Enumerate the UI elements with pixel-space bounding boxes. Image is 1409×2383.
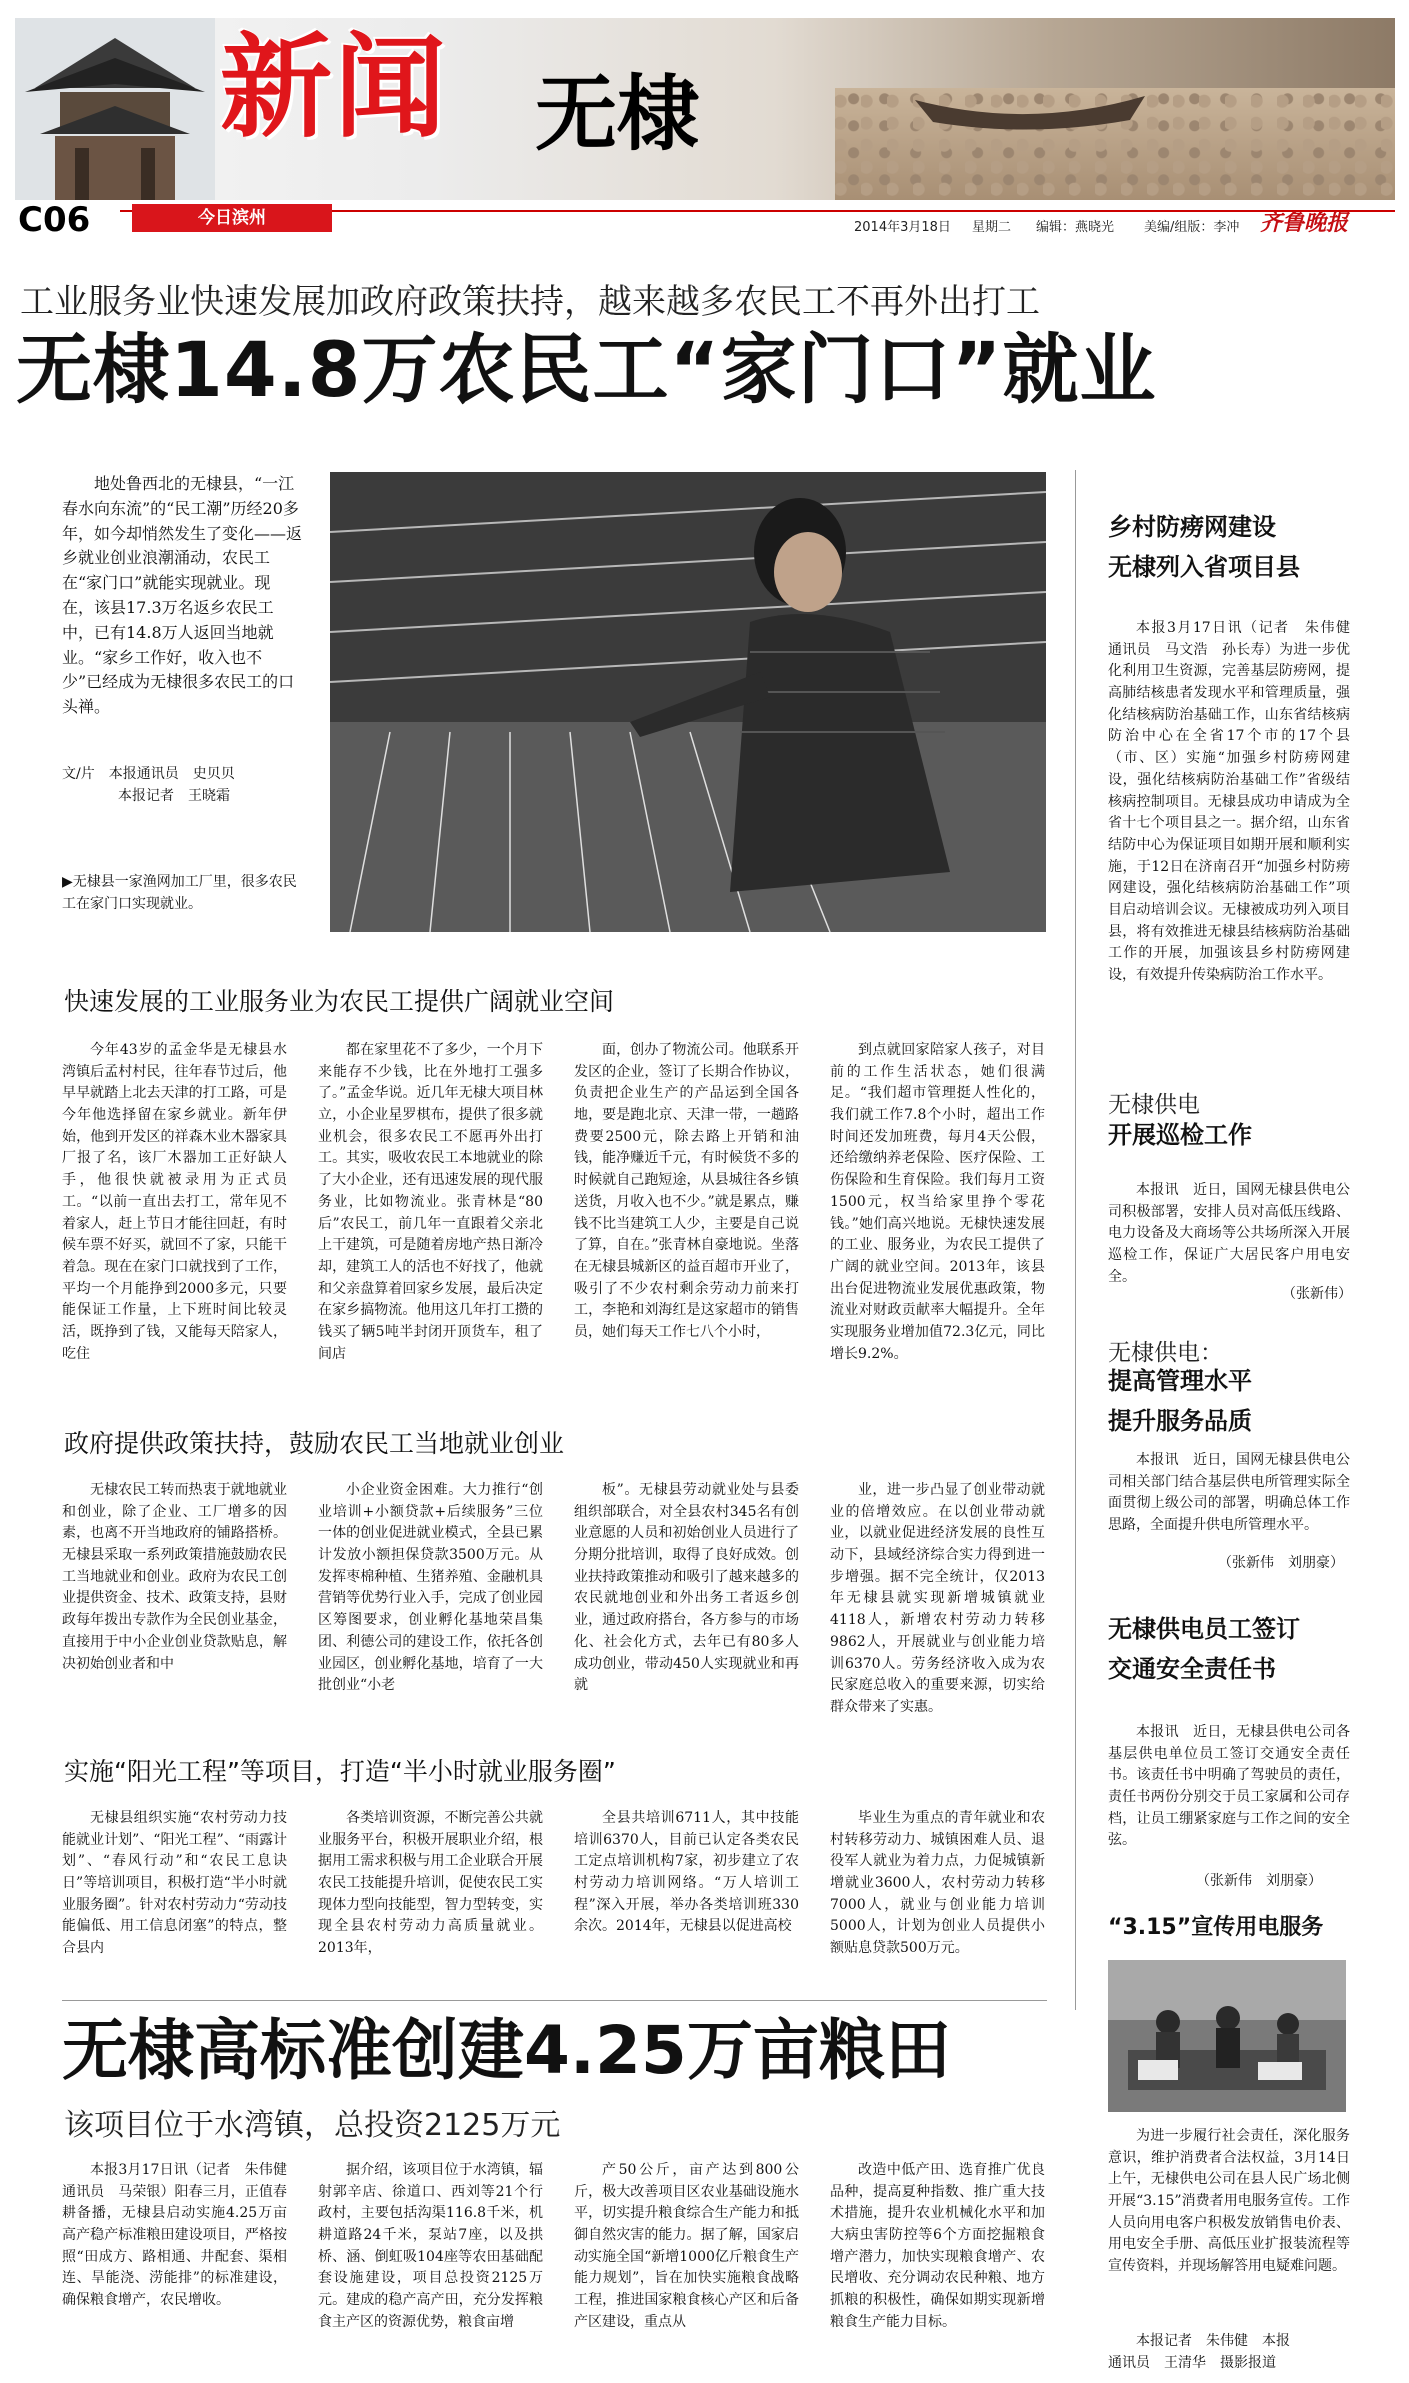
factory-worker-image [330, 472, 1046, 932]
news1-title-line-2: 无棣列入省项目县 [1108, 552, 1300, 581]
section2-column-4 [830, 1480, 1045, 1715]
editor: 编辑：燕晓光 [1036, 220, 1115, 235]
story2-column-3-text: 产50公斤，亩产达到800公斤，极大改善项目区农业基础设施水平，切实提升粮食综合生产能力和抵御自然灾害的能力。据了解，国家启动实施全国“新增1000亿斤粮食生产能力规划”，旨在加快实施粮食战略工程，推进国家粮食核心产区和后备产区建设，重点从 [574, 2162, 799, 2330]
service-event-photo [1108, 1960, 1346, 2112]
story2-subhead: 该项目位于水湾镇，总投资2125万元 [64, 2108, 561, 2143]
story1-kicker: 工业服务业快速发展加政府政策扶持，越来越多农民工不再外出打工 [20, 282, 1040, 322]
section1-column-2-text: 都在家里花不了多少，一个月下来能存不少钱，比在外地打工强多了。”孟金华说。近几年无棣大项目林立，小企业星罗棋布，提供了很多就业机会，很多农民工不愿再外出打工。其实，吸收农民工本地就业的除了大小企业，还有迅速发展的现代服务业，比如物流业。张青林是“80后”农民工，前几年一直跟着父亲北上干建筑，可是随着房地产热日渐冷却，建筑工人的活也不好找了，他就和父亲盘算着回家乡发展，最后决定在家乡搞物流。他用这几年打工攒的钱买了辆5吨半封闭开顶货车，租了间店 [318, 1042, 543, 1362]
page-number: C06 [18, 200, 91, 240]
news1-title [1108, 508, 1300, 587]
section3-column-3 [574, 1808, 799, 1958]
news5-title: “3.15”宣传用电服务 [1108, 1915, 1324, 1940]
news1-title-line-1: 乡村防痨网建设 [1108, 513, 1276, 541]
story2-column-2 [318, 2160, 543, 2370]
news3-body [1108, 1450, 1350, 1537]
news1-body-text: 本报3月17日讯（记者 朱伟健 通讯员 马文浩 孙长寿）为进一步优化利用卫生资源，完善基层防痨网，提高肺结核患者发现水平和管理质量，强化结核病防治基础工作，山东省结核病防治中心在全省17个市的17个县（市、区）实施“加强乡村防痨网建设，强化结核病防治基础工作”省级结核病控制项目。无棣县成功申请成为全省十七个项目县之一。据介绍，山东省结防中心为保证项目如期开展和顺利实施，于12日在济南召开“加强乡村防痨网建设，强化结核病防治基础工作”项目启动培训会议。无棣被成功列入项目县，将有效推进无棣县结核病防治基础工作的开展，加强该县乡村防痨网建设，有效提升传染病防治工作水平。 [1108, 620, 1364, 983]
news3-kicker: 无棣供电： [1108, 1340, 1223, 1366]
section3-column-3-text: 全县共培训6711人，其中技能培训6370人，目前已认定各类农民工定点培训机构7家，初步建立了农村劳动力培训网络。“万人培训工程”深入开展，举办各类培训班330余次。2014年，无棣县以促进高校 [574, 1810, 799, 1935]
byline-line-1: 文/片 本报通讯员 史贝贝 [62, 766, 235, 782]
factory-worker-photo [330, 472, 1046, 932]
section2-column-2 [318, 1480, 543, 1694]
boat-image [915, 90, 1145, 138]
section2-column-1-text: 无棣农民工转而热衷于就地就业和创业，除了企业、工厂增多的因素，也离不开当地政府的铺路搭桥。无棣县采取一系列政策措施鼓励农民工当地就业和创业。政府为农民工创业提供资金、技术、政策支持，县财政每年拨出专款作为全民创业基金，直接用于中小企业创业贷款贴息，解决初始创业者和中 [62, 1482, 287, 1672]
section2-heading: 政府提供政策扶持，鼓励农民工当地就业创业 [64, 1429, 565, 1458]
story1-photo-caption: ▶无棣县一家渔网加工厂里，很多农民工在家门口实现就业。 [62, 874, 297, 912]
masthead-banner [15, 18, 1395, 200]
news4-sign: （张新伟 刘朋豪） [1196, 1873, 1322, 1889]
news2-kicker: 无棣供电 [1108, 1092, 1200, 1118]
section2-column-4-text: 业，进一步凸显了创业带动就业的倍增效应。在以创业带动就业，以就业促进经济发展的良性互动下，县域经济综合实力得到进一步增强。据不完全统计，仅2013年无棣县就实现新增城镇就业4118人，新增农村劳动力转移9862人，开展就业与创业能力培训6370人。劳务经济收入成为农民家庭总收入的重要来源，切实给群众带来了实惠。 [830, 1482, 1045, 1715]
story2-column-3 [574, 2160, 799, 2370]
news3-body-text: 本报讯 近日，国网无棣县供电公司相关部门结合基层供电所管理实际全面贯彻上级公司的部署，明确总体工作思路，全面提升供电所管理水平。 [1108, 1452, 1350, 1534]
masthead-title-red: 新闻 [220, 23, 448, 153]
news3-sign: （张新伟 刘朋豪） [1218, 1555, 1344, 1571]
section1-column-3-text: 面，创办了物流公司。他联系开发区的企业，签订了长期合作协议，负责把企业生产的产品运到全国各地，要是跑北京、天津一带，一趟路费要2500元，除去路上开销和油钱，能净赚近千元，有时候货不多的时候就自己跑短途，从县城往各乡镇送货，月收入也不少。”就是累点，赚钱不比当建筑工人少，主要是自己说了算，自在。”张青林自豪地说。坐落在无棣县城新区的益百超市开业了，吸引了不少农村剩余劳动力前来打工，李艳和刘海红是这家超市的销售员，她们每天工作七八个小时， [574, 1042, 799, 1340]
section3-column-2-text: 各类培训资源，不断完善公共就业服务平台，积极开展职业介绍，根据用工需求积极与用工企业联合开展农民工技能提升培训，促使农民工实现体力型向技能型，智力型转变，实现全县农村劳动力高质量就业。2013年， [318, 1810, 543, 1957]
news2-body-text: 本报讯 近日，国网无棣县供电公司积极部署，安排人员对高低压线路、电力设备及大商场等公共场所深入开展巡检工作，保证广大居民客户用电安全。 [1108, 1182, 1350, 1285]
section3-heading: 实施“阳光工程”等项目，打造“半小时就业服务圈” [64, 1757, 616, 1786]
section1-column-4-text: 到点就回家陪家人孩子，对目前的工作生活状态，她们很满足。“我们超市管理挺人性化的，我们就工作7.8个小时，超出工作时间还发加班费，每月4天公假，还给缴纳养老保险、医疗保险、工伤保险和生育保险。我们每月工资1500元，权当给家里挣个零花钱。”她们高兴地说。无棣快速发展的工业、服务业，为农民工提供了广阔的就业空间。2013年，该县出台促进物流业发展优惠政策，物流业对财政贡献率大幅提升。全年实现服务业增加值72.3亿元，同比增长9.2%。 [830, 1042, 1045, 1362]
section2-column-3 [574, 1480, 799, 1694]
story2-column-4-text: 改造中低产田、选育推广优良品种，提高夏种指数、推广重大技术措施，提升农业机械化水平和加大病虫害防控等6个方面挖掘粮食增产潜力，加快实现粮食增产、农民增收、充分调动农民种粮、地方抓粮的积极性，确保如期实现新增粮食生产能力目标。 [830, 2162, 1045, 2330]
service-event-image [1108, 1960, 1346, 2112]
story2-column-1 [62, 2160, 301, 2370]
news5-sign-1: 本报记者 朱伟健 本报 [1136, 2333, 1290, 2349]
section3-column-1-text: 无棣县组织实施“农村劳动力技能就业计划”、“阳光工程”、“雨露计划”、“春风行动”和“农民工息诀日”等培训项目，积极打造“半小时就业服务圈”。针对农村劳动力“劳动技能偏低、用工信息闭塞”的特点，整合县内 [62, 1810, 287, 1957]
news5-body [1108, 2126, 1350, 2278]
news5-body-text: 为进一步履行社会责任，深化服务意识，维护消费者合法权益，3月14日上午，无棣供电公司在县人民广场北侧开展“3.15”消费者用电服务宣传。工作人员向用电客户积极发放销售电价表、用电安全手册、高低压业扩报装流程等宣传资料，并现场解答用电疑难问题。 [1108, 2128, 1350, 2275]
story1-headline: 无棣14.8万农民工“家门口”就业 [16, 325, 1157, 414]
news1-body [1108, 618, 1364, 1056]
sidebar-divider [1075, 470, 1076, 2010]
story1-byline [62, 763, 302, 808]
story2-column-1-text: 本报3月17日讯（记者 朱伟健 通讯员 马荣银）阳春三月，正值春耕备播，无棣县启动实施4.25万亩高产稳产标准粮田建设项目，严格按照“田成方、路相通、井配套、渠相连、旱能浇、涝能排”的标准建设，确保粮食增产，农民增收。 [62, 2162, 301, 2309]
section2-column-1 [62, 1480, 287, 1680]
section1-column-2 [318, 1040, 543, 1362]
news4-title [1108, 1610, 1300, 1689]
story2-column-2-text: 据介绍，该项目位于水湾镇，辐射郭辛店、徐道口、西刘等21个行政村，主要包括沟渠116.8千米，机耕道路24千米，泵站7座，以及拱桥、涵、倒虹吸104座等农田基础配套设施建设，项目总投资2125万元。建成的稳产高产田，充分发挥粮食主产区的资源优势，粮食亩增 [318, 2162, 543, 2330]
news2-body [1108, 1180, 1350, 1288]
section1-column-1 [62, 1040, 287, 1362]
issue-date: 2014年3月18日 [854, 220, 951, 235]
paper-logo: 齐鲁晚报 [1260, 210, 1349, 236]
news2-title: 开展巡检工作 [1108, 1121, 1252, 1149]
news4-body-text: 本报讯 近日，无棣县供电公司各基层供电单位员工签订交通安全责任书。该责任书中明确了驾驶员的责任，责任书两份分别交于员工家属和公司存档，让员工绷紧家庭与工作之间的安全弦。 [1108, 1724, 1350, 1849]
news3-title-line-1: 提高管理水平 [1108, 1367, 1252, 1395]
story2-column-4 [830, 2160, 1045, 2370]
section-tag: 今日滨州 [132, 204, 332, 232]
news3-title [1108, 1362, 1252, 1441]
masthead-title-black: 无棣 [535, 67, 700, 162]
section1-heading: 快速发展的工业服务业为农民工提供广阔就业空间 [64, 987, 615, 1016]
section1-column-3 [574, 1040, 799, 1340]
news4-body [1108, 1722, 1350, 1852]
section3-column-4-text: 毕业生为重点的青年就业和农村转移劳动力、城镇困难人员、退役军人就业为着力点，力促城镇新增就业3600人，农村劳动力转移7000人，就业与创业能力培训5000人，计划为创业人员提供小额贴息贷款500万元。 [830, 1810, 1045, 1957]
section3-column-2 [318, 1808, 543, 1958]
byline-line-2: 本报记者 王晓霜 [118, 788, 230, 805]
section3-column-4 [830, 1808, 1045, 1958]
section1-column-4 [830, 1040, 1045, 1362]
news5-sign-2: 通讯员 王清华 摄影报道 [1108, 2355, 1276, 2371]
section1-column-1-text: 今年43岁的孟金华是无棣县水湾镇后孟村村民，往年春节过后，他早早就踏上北去天津的打工路，可是今年他选择留在家乡就业。新年伊始，他到开发区的祥森木业木器家具厂报了名，该厂木器加工正好缺人手，他很快就被录用为正式员工。“以前一直出去打工，常年见不着家人，赶上节日才能往回赶，有时候车票不好买，就回不了家，只能干着急。现在在家门口就找到了工作，平均一个月能挣到2000多元，只要能保证工作量，上下班时间比较灵活，既挣到了钱，又能每天陪家人，吃住 [62, 1042, 287, 1362]
issue-weekday: 星期二 [972, 220, 1012, 235]
section2-column-3-text: 板”。无棣县劳动就业处与县委组织部联合，对全县农村345名有创业意愿的人员和初始创业人员进行了分期分批培训，取得了良好成效。创业扶持政策推动和吸引了越来越多的农民就地创业和外出务工者返乡创业，通过政府搭台，各方参与的市场化、社会化方式，去年已有80多人成功创业，带动450人实现就业和再就 [574, 1482, 799, 1694]
story2-headline: 无棣高标准创建4.25万亩粮田 [62, 2012, 951, 2089]
news3-title-line-2: 提升服务品质 [1108, 1406, 1252, 1435]
news4-title-line-2: 交通安全责任书 [1108, 1654, 1276, 1683]
section2-column-2-text: 小企业资金困难。大力推行“创业培训+小额贷款+后续服务”三位一体的创业促进就业模式，全县已累计发放小额担保贷款3500万元。从发挥枣棉种植、生猪养殖、金融机具营销等优势行业入手，完成了创业园区筹图要求，创业孵化基地荣昌集团、利德公司的建设工作，依托各创业园区，创业孵化基地，培育了一大批创业“小老 [318, 1482, 543, 1694]
story1-lead: 地处鲁西北的无棣县，“一江春水向东流”的“民工潮”历经20多年，如今却悄然发生了变化——返乡就业创业浪潮涌动，农民工在“家门口”就能实现就业。现在，该县17.3万名返乡农民工中，已有14.8万人返回当地就业。“家乡工作好，收入也不少”已经成为无棣很多农民工的口头禅。 [62, 474, 303, 717]
story2-top-rule [62, 2000, 1047, 2001]
designer: 美编/组版：李冲 [1144, 220, 1240, 235]
news2-sign: （张新伟） [1282, 1286, 1352, 1302]
news4-title-line-1: 无棣供电员工签订 [1108, 1615, 1300, 1643]
pagoda-image [15, 18, 215, 200]
section3-column-1 [62, 1808, 287, 1958]
